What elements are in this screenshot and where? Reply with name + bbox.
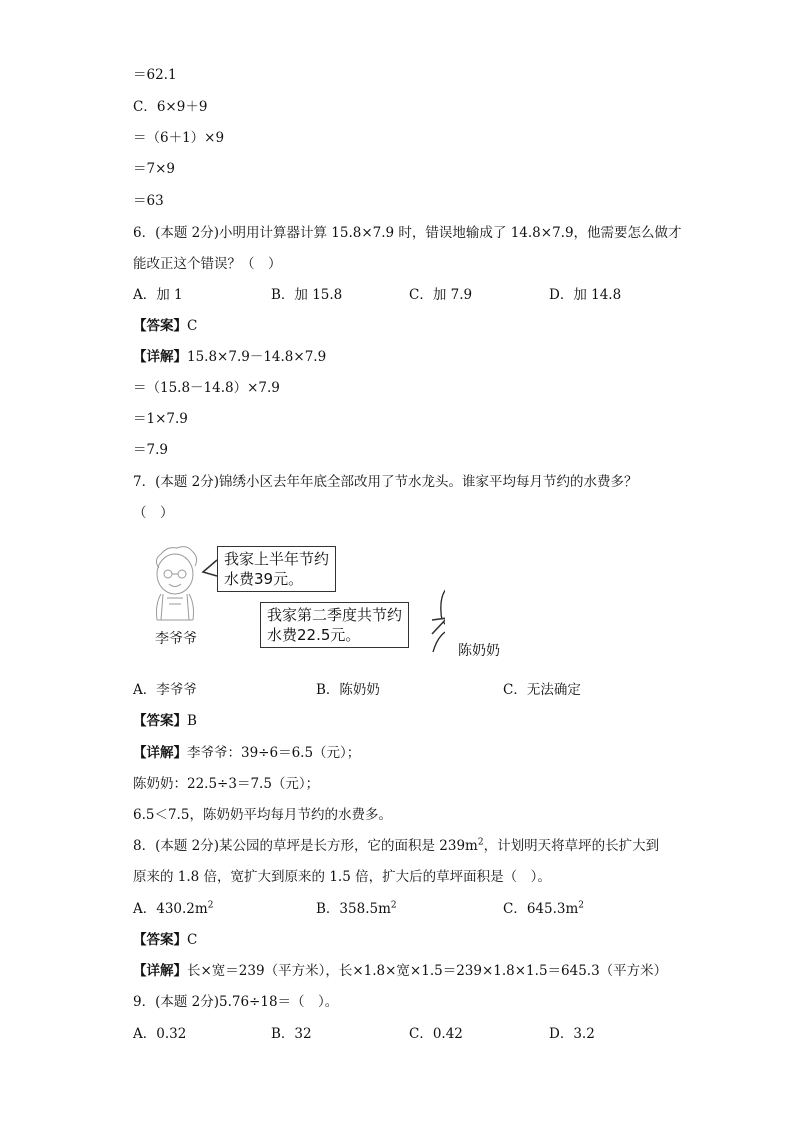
detail-text: 长×宽＝239（平方米），长×1.8×宽×1.5＝239×1.8×1.5＝645.3（平方米）	[187, 963, 668, 979]
q7-stem-line-2: （ ）	[133, 505, 174, 521]
q6-answer	[133, 317, 197, 335]
detail-text: 李爷爷：39÷6＝6.5（元）；	[187, 745, 361, 761]
answer-label: 【答案】	[133, 318, 187, 334]
answer-value: B	[187, 713, 197, 729]
q7-detail-line-3: 6.5＜7.5，陈奶奶平均每月节约的水费多。	[133, 807, 392, 823]
q6-detail-line-3: ＝1×7.9	[133, 411, 188, 427]
answer-value: C	[187, 318, 198, 334]
q8-answer	[133, 931, 197, 949]
q7-illustration	[145, 538, 445, 668]
q6-stem-line-2: 能改正这个错误？（ ）	[133, 256, 282, 272]
q6-option-a: A．加 1	[133, 287, 183, 303]
detail-label: 【详解】	[133, 349, 187, 365]
q6-stem-line-1: 6．(本题 2分)小明用计算器计算 15.8×7.9 时，错误地输成了 14.8×7.9，他需要怎么做才	[133, 225, 682, 241]
option-c-line: C．6×9＋9	[133, 99, 208, 115]
q7-detail	[133, 744, 360, 762]
speech-bubble-grandma	[260, 602, 409, 648]
q8-stem-line-1: 8．(本题 2分)某公园的草坪是长方形，它的面积是 $239m^2$，计划明天将草坪的长扩大到	[133, 837, 660, 854]
detail-text: 15.8×7.9－14.8×7.9	[187, 349, 327, 365]
speech-bubble-grandpa	[217, 546, 336, 592]
calc-line-1: ＝62.1	[133, 67, 177, 83]
q8-detail	[133, 962, 667, 980]
q7-option-a: A．李爷爷	[133, 682, 197, 698]
q9-stem: 9．(本题 2分)5.76÷18＝（ ）。	[133, 994, 339, 1010]
q9-option-b: B．32	[271, 1026, 312, 1042]
q8-option-b: B．$358.5m^2$	[316, 900, 397, 917]
grandma-figure	[433, 582, 445, 652]
answer-value: C	[187, 932, 198, 948]
answer-label: 【答案】	[133, 932, 187, 948]
detail-label: 【详解】	[133, 745, 187, 761]
q7-option-b: B．陈奶奶	[316, 682, 380, 698]
q6-option-d: D．加 14.8	[549, 287, 622, 303]
q8-option-c: C．$645.3m^2$	[503, 900, 585, 917]
calc-line-2: ＝（6＋1）×9	[133, 130, 225, 146]
q7-answer	[133, 712, 197, 730]
calc-line-4: ＝63	[133, 193, 164, 209]
bubble2-line-2: 水费22.5元。	[267, 626, 361, 644]
bubble1-line-2: 水费39元。	[224, 570, 304, 588]
calc-line-3: ＝7×9	[133, 161, 175, 177]
q9-option-c: C．0.42	[409, 1026, 463, 1042]
q6-option-b: B．加 15.8	[271, 287, 343, 303]
q7-stem-line-1: 7．(本题 2分)锦绣小区去年年底全部改用了节水龙头。谁家平均每月节约的水费多？	[133, 474, 638, 490]
person-grandma-label: 陈奶奶	[458, 643, 500, 659]
q9-option-d: D．3.2	[549, 1026, 595, 1042]
q7-detail-line-2: 陈奶奶：22.5÷3＝7.5（元）；	[133, 776, 320, 792]
bubble2-line-1: 我家第二季度共节约	[267, 606, 403, 624]
q8-option-a: A．$430.2m^2$	[133, 900, 214, 917]
q6-detail-line-2: ＝（15.8－14.8）×7.9	[133, 380, 280, 396]
person-grandpa-label: 李爷爷	[155, 631, 197, 647]
q9-option-a: A．0.32	[133, 1026, 187, 1042]
q6-detail	[133, 348, 326, 366]
detail-label: 【详解】	[133, 963, 187, 979]
q8-stem-line-2: 原来的 1.8 倍，宽扩大到原来的 1.5 倍，扩大后的草坪面积是（ ）。	[133, 869, 551, 885]
q7-option-c: C．无法确定	[503, 682, 581, 698]
q6-option-c: C．加 7.9	[409, 287, 473, 303]
q6-detail-line-4: ＝7.9	[133, 442, 168, 458]
grandpa-figure	[156, 547, 196, 620]
bubble1-line-1: 我家上半年节约	[224, 550, 330, 568]
answer-label: 【答案】	[133, 713, 187, 729]
